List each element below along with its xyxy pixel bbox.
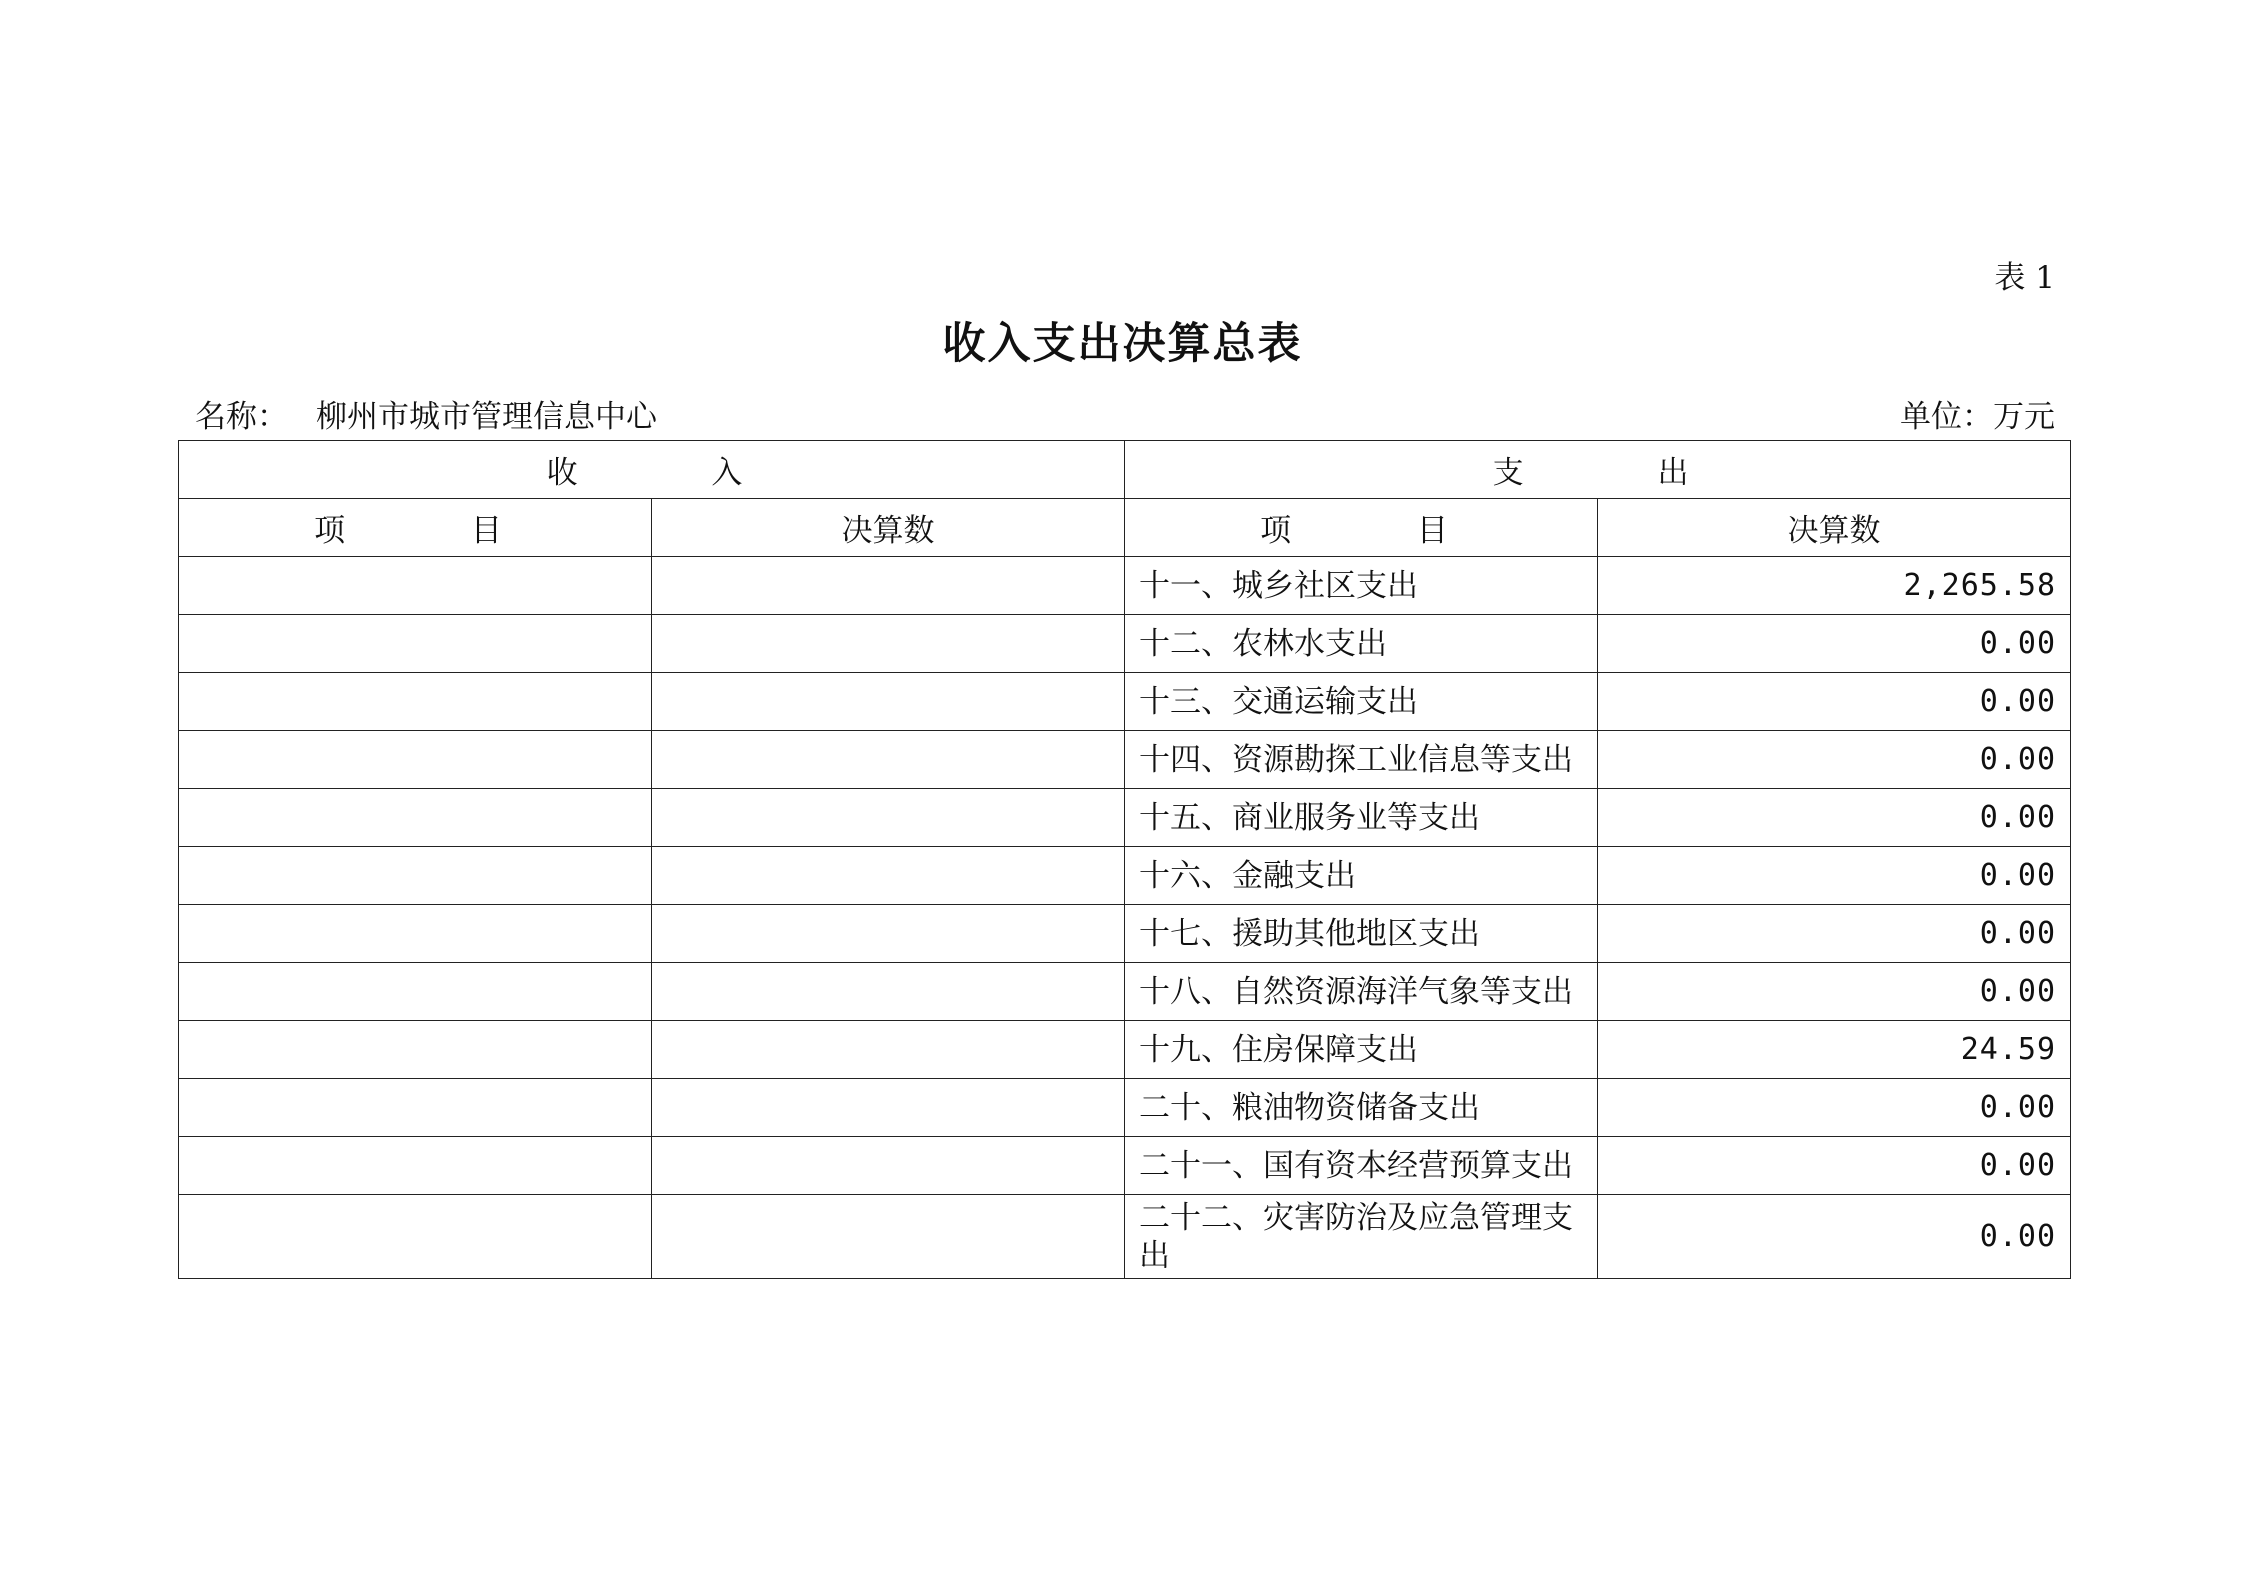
document-title: 收入支出决算总表	[942, 319, 1303, 369]
income-amount-cell	[652, 1021, 1125, 1079]
organization-line	[195, 391, 657, 436]
expense-item-cell: 十二、农林水支出	[1125, 615, 1598, 673]
expense-item-cell: 十四、资源勘探工业信息等支出	[1125, 731, 1598, 789]
expense-item-cell: 十七、援助其他地区支出	[1125, 905, 1598, 963]
column-header-row	[179, 499, 2071, 557]
income-section-header: 收 入	[179, 441, 1125, 499]
expense-amount-cell: 0.00	[1598, 905, 2071, 963]
expense-item-cell: 二十、粮油物资储备支出	[1125, 1079, 1598, 1137]
expense-amount-cell: 0.00	[1598, 1195, 2071, 1279]
income-item-cell	[179, 905, 652, 963]
income-item-cell	[179, 1079, 652, 1137]
income-item-cell	[179, 1137, 652, 1195]
income-item-cell	[179, 847, 652, 905]
income-item-cell	[179, 789, 652, 847]
table-row	[179, 1137, 2071, 1195]
expense-amount-cell: 0.00	[1598, 1137, 2071, 1195]
expense-item-cell: 十一、城乡社区支出	[1125, 557, 1598, 615]
table-row	[179, 557, 2071, 615]
expense-amount-cell: 0.00	[1598, 731, 2071, 789]
table-row	[179, 673, 2071, 731]
table-number: 表 1	[1994, 260, 2055, 296]
name-label: 名称：	[195, 399, 288, 435]
expense-item-cell: 十五、商业服务业等支出	[1125, 789, 1598, 847]
expense-amount-cell: 0.00	[1598, 1079, 2071, 1137]
table-row	[179, 1079, 2071, 1137]
table-row	[179, 847, 2071, 905]
table-row	[179, 731, 2071, 789]
expense-item-cell: 十九、住房保障支出	[1125, 1021, 1598, 1079]
income-amount-cell	[652, 731, 1125, 789]
expense-amount-header: 决算数	[1598, 499, 2071, 557]
income-amount-cell	[652, 1195, 1125, 1279]
income-amount-cell	[652, 615, 1125, 673]
table-row	[179, 615, 2071, 673]
income-amount-cell	[652, 1137, 1125, 1195]
expense-amount-cell: 0.00	[1598, 673, 2071, 731]
expense-section-header: 支 出	[1125, 441, 2071, 499]
expense-item-cell: 十六、金融支出	[1125, 847, 1598, 905]
income-amount-cell	[652, 963, 1125, 1021]
expense-item-cell: 二十二、灾害防治及应急管理支出	[1125, 1195, 1598, 1279]
income-amount-cell	[652, 673, 1125, 731]
table-row	[179, 905, 2071, 963]
expense-item-cell: 十八、自然资源海洋气象等支出	[1125, 963, 1598, 1021]
income-item-cell	[179, 731, 652, 789]
expense-amount-cell: 0.00	[1598, 847, 2071, 905]
meta-row	[195, 391, 2055, 435]
income-amount-cell	[652, 905, 1125, 963]
expense-amount-cell: 2,265.58	[1598, 557, 2071, 615]
expense-item-header: 项 目	[1125, 499, 1598, 557]
income-item-cell	[179, 615, 652, 673]
expense-amount-cell: 0.00	[1598, 615, 2071, 673]
income-item-header: 项 目	[179, 499, 652, 557]
unit-label: 单位：万元	[1900, 399, 2055, 435]
table-row	[179, 1195, 2071, 1279]
expense-item-cell: 十三、交通运输支出	[1125, 673, 1598, 731]
income-item-cell	[179, 1021, 652, 1079]
table-row	[179, 1021, 2071, 1079]
income-amount-cell	[652, 557, 1125, 615]
table-row	[179, 963, 2071, 1021]
summary-table	[178, 440, 2071, 1279]
expense-amount-cell: 0.00	[1598, 789, 2071, 847]
income-amount-cell	[652, 789, 1125, 847]
income-amount-cell	[652, 847, 1125, 905]
expense-amount-cell: 0.00	[1598, 963, 2071, 1021]
income-amount-header: 决算数	[652, 499, 1125, 557]
income-item-cell	[179, 673, 652, 731]
expense-amount-cell: 24.59	[1598, 1021, 2071, 1079]
expense-item-cell: 二十一、国有资本经营预算支出	[1125, 1137, 1598, 1195]
income-item-cell	[179, 963, 652, 1021]
income-item-cell	[179, 1195, 652, 1279]
table-row	[179, 789, 2071, 847]
organization-name: 柳州市城市管理信息中心	[316, 399, 657, 435]
section-header-row	[179, 441, 2071, 499]
income-item-cell	[179, 557, 652, 615]
income-amount-cell	[652, 1079, 1125, 1137]
